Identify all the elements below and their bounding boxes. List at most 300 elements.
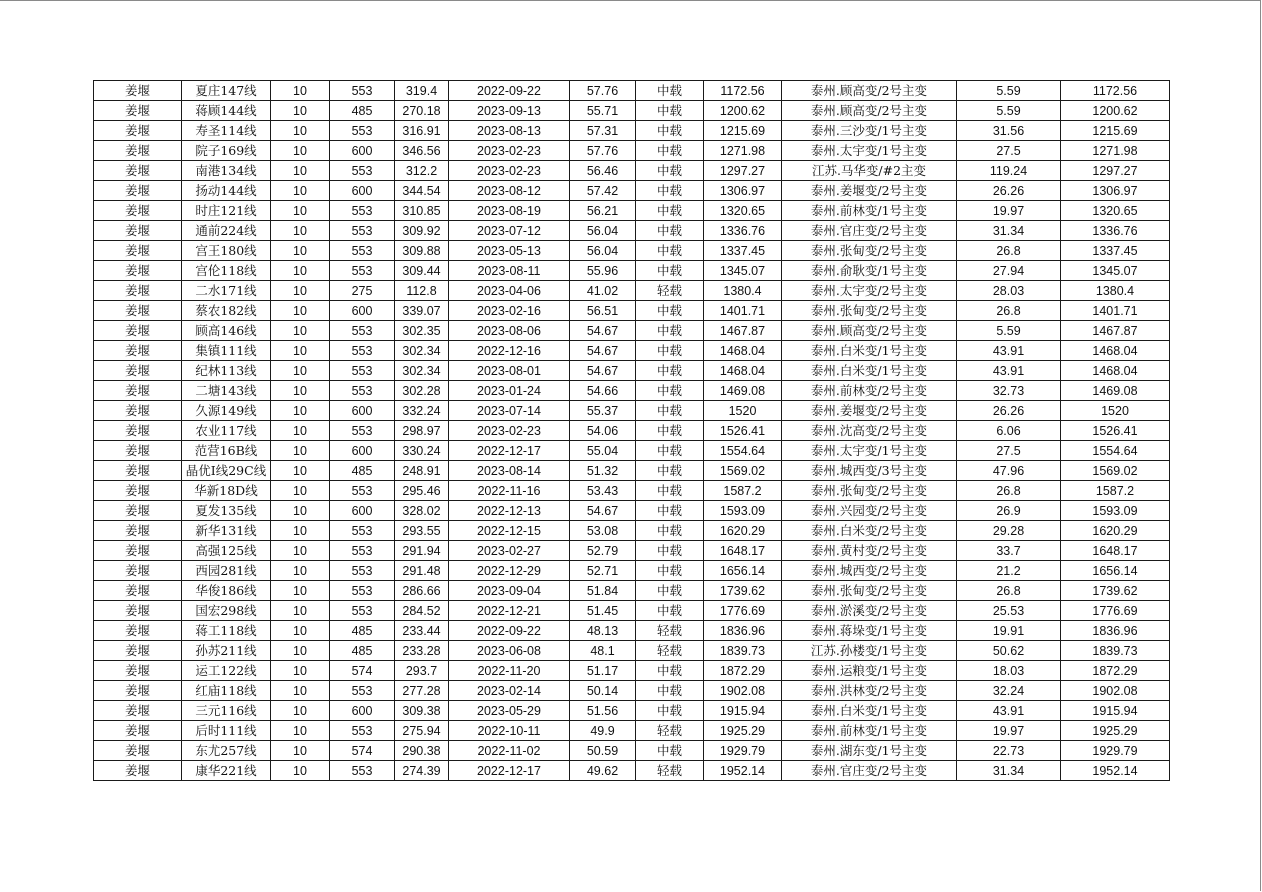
table-row — [94, 501, 1170, 521]
load-rate-cell: 54.06 — [570, 421, 636, 441]
distance-cell: 1656.14 — [704, 561, 782, 581]
capacity-cell: 485 — [330, 621, 395, 641]
load-status-cell: 中载 — [636, 461, 704, 481]
table-row — [94, 581, 1170, 601]
distance-cell: 1215.69 — [704, 121, 782, 141]
line-name-cell: 西园281线 — [182, 561, 271, 581]
county-cell: 姜堰 — [94, 621, 182, 641]
table-row — [94, 341, 1170, 361]
load-status-cell: 中载 — [636, 261, 704, 281]
date-cell: 2022-12-17 — [449, 441, 570, 461]
voltage-cell: 10 — [271, 641, 330, 661]
voltage-cell: 10 — [271, 701, 330, 721]
capacity-cell: 600 — [330, 301, 395, 321]
load-cell: 298.97 — [395, 421, 449, 441]
load-status-cell: 中载 — [636, 521, 704, 541]
substation-cell: 泰州.三沙变/1号主变 — [782, 121, 957, 141]
line-name-cell: 夏庄147线 — [182, 81, 271, 101]
distance-cell: 1929.79 — [704, 741, 782, 761]
substation-cell: 泰州.太宇变/1号主变 — [782, 141, 957, 161]
load-cell: 302.34 — [395, 341, 449, 361]
line-name-cell: 南港134线 — [182, 161, 271, 181]
total-cell: 1468.04 — [1061, 361, 1170, 381]
table-row — [94, 661, 1170, 681]
load-cell: 330.24 — [395, 441, 449, 461]
distance-cell: 1468.04 — [704, 361, 782, 381]
voltage-cell: 10 — [271, 281, 330, 301]
distance-cell: 1952.14 — [704, 761, 782, 781]
substation-cell: 泰州.兴园变/2号主变 — [782, 501, 957, 521]
capacity-cell: 553 — [330, 681, 395, 701]
voltage-cell: 10 — [271, 681, 330, 701]
total-cell: 1306.97 — [1061, 181, 1170, 201]
load-cell: 328.02 — [395, 501, 449, 521]
load-status-cell: 中载 — [636, 181, 704, 201]
date-cell: 2023-08-01 — [449, 361, 570, 381]
capacity-cell: 600 — [330, 401, 395, 421]
capacity-cell: 275 — [330, 281, 395, 301]
substation-load-cell: 27.94 — [957, 261, 1061, 281]
substation-cell: 江苏.马华变/#2主变 — [782, 161, 957, 181]
load-rate-cell: 52.71 — [570, 561, 636, 581]
distance-cell: 1902.08 — [704, 681, 782, 701]
substation-load-cell: 26.8 — [957, 301, 1061, 321]
voltage-cell: 10 — [271, 201, 330, 221]
substation-load-cell: 18.03 — [957, 661, 1061, 681]
substation-load-cell: 26.26 — [957, 401, 1061, 421]
date-cell: 2022-09-22 — [449, 621, 570, 641]
date-cell: 2023-08-11 — [449, 261, 570, 281]
line-name-cell: 蔡农182线 — [182, 301, 271, 321]
substation-load-cell: 31.34 — [957, 761, 1061, 781]
table-row — [94, 361, 1170, 381]
distance-cell: 1915.94 — [704, 701, 782, 721]
substation-cell: 泰州.湖东变/1号主变 — [782, 741, 957, 761]
line-name-cell: 扬动144线 — [182, 181, 271, 201]
county-cell: 姜堰 — [94, 681, 182, 701]
total-cell: 1172.56 — [1061, 81, 1170, 101]
substation-load-cell: 32.24 — [957, 681, 1061, 701]
load-cell: 309.44 — [395, 261, 449, 281]
distance-cell: 1345.07 — [704, 261, 782, 281]
load-cell: 248.91 — [395, 461, 449, 481]
load-cell: 286.66 — [395, 581, 449, 601]
load-cell: 319.4 — [395, 81, 449, 101]
table-body — [94, 81, 1170, 781]
line-name-cell: 华新18D线 — [182, 481, 271, 501]
date-cell: 2023-08-12 — [449, 181, 570, 201]
line-name-cell: 农业117线 — [182, 421, 271, 441]
voltage-cell: 10 — [271, 441, 330, 461]
county-cell: 姜堰 — [94, 101, 182, 121]
county-cell: 姜堰 — [94, 461, 182, 481]
load-rate-cell: 56.51 — [570, 301, 636, 321]
load-cell: 302.35 — [395, 321, 449, 341]
date-cell: 2022-11-16 — [449, 481, 570, 501]
load-cell: 332.24 — [395, 401, 449, 421]
line-name-cell: 寿圣114线 — [182, 121, 271, 141]
load-status-cell: 中载 — [636, 241, 704, 261]
substation-load-cell: 26.8 — [957, 581, 1061, 601]
distance-cell: 1320.65 — [704, 201, 782, 221]
table-row — [94, 761, 1170, 781]
load-rate-cell: 54.67 — [570, 361, 636, 381]
distance-cell: 1620.29 — [704, 521, 782, 541]
substation-load-cell: 27.5 — [957, 441, 1061, 461]
load-rate-cell: 51.56 — [570, 701, 636, 721]
load-cell: 295.46 — [395, 481, 449, 501]
load-cell: 233.44 — [395, 621, 449, 641]
load-cell: 291.48 — [395, 561, 449, 581]
date-cell: 2022-10-11 — [449, 721, 570, 741]
date-cell: 2023-09-13 — [449, 101, 570, 121]
capacity-cell: 574 — [330, 741, 395, 761]
line-name-cell: 夏发135线 — [182, 501, 271, 521]
substation-cell: 泰州.张甸变/2号主变 — [782, 301, 957, 321]
date-cell: 2023-02-16 — [449, 301, 570, 321]
table-row — [94, 101, 1170, 121]
voltage-cell: 10 — [271, 381, 330, 401]
table-row — [94, 481, 1170, 501]
capacity-cell: 553 — [330, 121, 395, 141]
substation-load-cell: 27.5 — [957, 141, 1061, 161]
line-name-cell: 新华131线 — [182, 521, 271, 541]
substation-load-cell: 119.24 — [957, 161, 1061, 181]
date-cell: 2022-12-21 — [449, 601, 570, 621]
total-cell: 1468.04 — [1061, 341, 1170, 361]
substation-load-cell: 50.62 — [957, 641, 1061, 661]
county-cell: 姜堰 — [94, 601, 182, 621]
voltage-cell: 10 — [271, 461, 330, 481]
capacity-cell: 553 — [330, 601, 395, 621]
substation-load-cell: 19.91 — [957, 621, 1061, 641]
capacity-cell: 600 — [330, 441, 395, 461]
distance-cell: 1401.71 — [704, 301, 782, 321]
capacity-cell: 600 — [330, 181, 395, 201]
distance-cell: 1593.09 — [704, 501, 782, 521]
substation-cell: 泰州.白米变/1号主变 — [782, 341, 957, 361]
table-row — [94, 441, 1170, 461]
line-name-cell: 国宏298线 — [182, 601, 271, 621]
county-cell: 姜堰 — [94, 761, 182, 781]
date-cell: 2023-01-24 — [449, 381, 570, 401]
county-cell: 姜堰 — [94, 501, 182, 521]
table-row — [94, 261, 1170, 281]
load-rate-cell: 48.1 — [570, 641, 636, 661]
table-row — [94, 141, 1170, 161]
county-cell: 姜堰 — [94, 341, 182, 361]
load-rate-cell: 56.04 — [570, 241, 636, 261]
total-cell: 1520 — [1061, 401, 1170, 421]
date-cell: 2023-04-06 — [449, 281, 570, 301]
load-cell: 346.56 — [395, 141, 449, 161]
table-row — [94, 521, 1170, 541]
substation-cell: 泰州.前林变/1号主变 — [782, 201, 957, 221]
county-cell: 姜堰 — [94, 481, 182, 501]
load-status-cell: 中载 — [636, 221, 704, 241]
voltage-cell: 10 — [271, 521, 330, 541]
load-cell: 290.38 — [395, 741, 449, 761]
load-rate-cell: 49.9 — [570, 721, 636, 741]
date-cell: 2023-08-14 — [449, 461, 570, 481]
substation-load-cell: 28.03 — [957, 281, 1061, 301]
substation-cell: 泰州.顾高变/2号主变 — [782, 101, 957, 121]
voltage-cell: 10 — [271, 221, 330, 241]
table-row — [94, 161, 1170, 181]
load-rate-cell: 55.96 — [570, 261, 636, 281]
county-cell: 姜堰 — [94, 361, 182, 381]
distance-cell: 1468.04 — [704, 341, 782, 361]
date-cell: 2023-05-13 — [449, 241, 570, 261]
capacity-cell: 600 — [330, 701, 395, 721]
total-cell: 1925.29 — [1061, 721, 1170, 741]
line-name-cell: 久源149线 — [182, 401, 271, 421]
line-name-cell: 宫王180线 — [182, 241, 271, 261]
substation-cell: 泰州.沈高变/2号主变 — [782, 421, 957, 441]
substation-load-cell: 26.9 — [957, 501, 1061, 521]
substation-load-cell: 6.06 — [957, 421, 1061, 441]
load-cell: 339.07 — [395, 301, 449, 321]
table-row — [94, 701, 1170, 721]
voltage-cell: 10 — [271, 101, 330, 121]
total-cell: 1952.14 — [1061, 761, 1170, 781]
distance-cell: 1776.69 — [704, 601, 782, 621]
total-cell: 1554.64 — [1061, 441, 1170, 461]
capacity-cell: 553 — [330, 161, 395, 181]
date-cell: 2022-12-15 — [449, 521, 570, 541]
load-status-cell: 中载 — [636, 101, 704, 121]
capacity-cell: 553 — [330, 81, 395, 101]
table-row — [94, 741, 1170, 761]
total-cell: 1320.65 — [1061, 201, 1170, 221]
total-cell: 1656.14 — [1061, 561, 1170, 581]
substation-cell: 泰州.太宇变/1号主变 — [782, 441, 957, 461]
capacity-cell: 553 — [330, 421, 395, 441]
voltage-cell: 10 — [271, 581, 330, 601]
date-cell: 2023-07-12 — [449, 221, 570, 241]
date-cell: 2022-12-13 — [449, 501, 570, 521]
date-cell: 2022-12-17 — [449, 761, 570, 781]
load-rate-cell: 56.21 — [570, 201, 636, 221]
substation-load-cell: 43.91 — [957, 701, 1061, 721]
substation-cell: 江苏.孙楼变/1号主变 — [782, 641, 957, 661]
line-name-cell: 顾高146线 — [182, 321, 271, 341]
distance-cell: 1172.56 — [704, 81, 782, 101]
load-status-cell: 中载 — [636, 381, 704, 401]
table-row — [94, 401, 1170, 421]
substation-cell: 泰州.城西变/3号主变 — [782, 461, 957, 481]
substation-load-cell: 43.91 — [957, 361, 1061, 381]
line-name-cell: 孙苏211线 — [182, 641, 271, 661]
voltage-cell: 10 — [271, 561, 330, 581]
capacity-cell: 553 — [330, 481, 395, 501]
county-cell: 姜堰 — [94, 201, 182, 221]
total-cell: 1467.87 — [1061, 321, 1170, 341]
substation-cell: 泰州.蒋垛变/1号主变 — [782, 621, 957, 641]
table-row — [94, 81, 1170, 101]
total-cell: 1569.02 — [1061, 461, 1170, 481]
line-name-cell: 红庙118线 — [182, 681, 271, 701]
substation-cell: 泰州.张甸变/2号主变 — [782, 241, 957, 261]
capacity-cell: 553 — [330, 201, 395, 221]
line-name-cell: 时庄121线 — [182, 201, 271, 221]
substation-load-cell: 26.26 — [957, 181, 1061, 201]
county-cell: 姜堰 — [94, 581, 182, 601]
substation-load-cell: 21.2 — [957, 561, 1061, 581]
voltage-cell: 10 — [271, 481, 330, 501]
load-status-cell: 中载 — [636, 701, 704, 721]
date-cell: 2023-07-14 — [449, 401, 570, 421]
capacity-cell: 485 — [330, 101, 395, 121]
date-cell: 2023-08-13 — [449, 121, 570, 141]
substation-cell: 泰州.前林变/2号主变 — [782, 381, 957, 401]
voltage-cell: 10 — [271, 321, 330, 341]
load-status-cell: 中载 — [636, 81, 704, 101]
load-status-cell: 中载 — [636, 541, 704, 561]
total-cell: 1836.96 — [1061, 621, 1170, 641]
date-cell: 2022-11-02 — [449, 741, 570, 761]
county-cell: 姜堰 — [94, 561, 182, 581]
line-name-cell: 东尤257线 — [182, 741, 271, 761]
voltage-cell: 10 — [271, 721, 330, 741]
total-cell: 1215.69 — [1061, 121, 1170, 141]
substation-load-cell: 5.59 — [957, 81, 1061, 101]
voltage-cell: 10 — [271, 141, 330, 161]
load-rate-cell: 53.43 — [570, 481, 636, 501]
substation-cell: 泰州.太宇变/2号主变 — [782, 281, 957, 301]
substation-cell: 泰州.张甸变/2号主变 — [782, 481, 957, 501]
table-row — [94, 601, 1170, 621]
voltage-cell: 10 — [271, 541, 330, 561]
total-cell: 1620.29 — [1061, 521, 1170, 541]
line-name-cell: 晶优Ⅰ线29C线 — [182, 461, 271, 481]
capacity-cell: 553 — [330, 381, 395, 401]
line-name-cell: 宫伦118线 — [182, 261, 271, 281]
load-status-cell: 轻载 — [636, 281, 704, 301]
table-row — [94, 641, 1170, 661]
load-rate-cell: 41.02 — [570, 281, 636, 301]
load-status-cell: 中载 — [636, 301, 704, 321]
table-row — [94, 461, 1170, 481]
load-status-cell: 轻载 — [636, 721, 704, 741]
load-rate-cell: 55.37 — [570, 401, 636, 421]
substation-load-cell: 43.91 — [957, 341, 1061, 361]
total-cell: 1915.94 — [1061, 701, 1170, 721]
capacity-cell: 485 — [330, 641, 395, 661]
table-row — [94, 121, 1170, 141]
total-cell: 1902.08 — [1061, 681, 1170, 701]
load-cell: 274.39 — [395, 761, 449, 781]
distance-cell: 1554.64 — [704, 441, 782, 461]
load-status-cell: 中载 — [636, 421, 704, 441]
distance-cell: 1469.08 — [704, 381, 782, 401]
substation-cell: 泰州.官庄变/2号主变 — [782, 221, 957, 241]
substation-load-cell: 29.28 — [957, 521, 1061, 541]
county-cell: 姜堰 — [94, 741, 182, 761]
substation-cell: 泰州.白米变/1号主变 — [782, 701, 957, 721]
voltage-cell: 10 — [271, 161, 330, 181]
capacity-cell: 553 — [330, 721, 395, 741]
load-rate-cell: 51.32 — [570, 461, 636, 481]
load-status-cell: 轻载 — [636, 641, 704, 661]
voltage-cell: 10 — [271, 261, 330, 281]
load-cell: 316.91 — [395, 121, 449, 141]
substation-load-cell: 19.97 — [957, 721, 1061, 741]
load-rate-cell: 50.14 — [570, 681, 636, 701]
line-name-cell: 蒋顾144线 — [182, 101, 271, 121]
voltage-cell: 10 — [271, 121, 330, 141]
table-row — [94, 621, 1170, 641]
date-cell: 2023-02-14 — [449, 681, 570, 701]
substation-load-cell: 22.73 — [957, 741, 1061, 761]
line-name-cell: 二塘143线 — [182, 381, 271, 401]
load-status-cell: 中载 — [636, 201, 704, 221]
capacity-cell: 553 — [330, 221, 395, 241]
distance-cell: 1839.73 — [704, 641, 782, 661]
table-row — [94, 281, 1170, 301]
load-rate-cell: 57.42 — [570, 181, 636, 201]
substation-cell: 泰州.淤溪变/2号主变 — [782, 601, 957, 621]
county-cell: 姜堰 — [94, 541, 182, 561]
county-cell: 姜堰 — [94, 641, 182, 661]
date-cell: 2022-09-22 — [449, 81, 570, 101]
substation-load-cell: 25.53 — [957, 601, 1061, 621]
line-name-cell: 蒋工118线 — [182, 621, 271, 641]
substation-load-cell: 47.96 — [957, 461, 1061, 481]
substation-cell: 泰州.姜堰变/2号主变 — [782, 401, 957, 421]
capacity-cell: 600 — [330, 501, 395, 521]
capacity-cell: 553 — [330, 581, 395, 601]
line-name-cell: 范营16B线 — [182, 441, 271, 461]
substation-load-cell: 5.59 — [957, 101, 1061, 121]
county-cell: 姜堰 — [94, 81, 182, 101]
distance-cell: 1271.98 — [704, 141, 782, 161]
voltage-cell: 10 — [271, 601, 330, 621]
substation-load-cell: 33.7 — [957, 541, 1061, 561]
county-cell: 姜堰 — [94, 421, 182, 441]
load-status-cell: 中载 — [636, 681, 704, 701]
date-cell: 2023-09-04 — [449, 581, 570, 601]
county-cell: 姜堰 — [94, 321, 182, 341]
load-status-cell: 中载 — [636, 161, 704, 181]
table-row — [94, 181, 1170, 201]
load-cell: 309.92 — [395, 221, 449, 241]
table-row — [94, 241, 1170, 261]
county-cell: 姜堰 — [94, 381, 182, 401]
county-cell: 姜堰 — [94, 181, 182, 201]
date-cell: 2023-02-23 — [449, 141, 570, 161]
load-status-cell: 中载 — [636, 501, 704, 521]
load-cell: 310.85 — [395, 201, 449, 221]
voltage-cell: 10 — [271, 421, 330, 441]
date-cell: 2023-08-06 — [449, 321, 570, 341]
load-status-cell: 轻载 — [636, 761, 704, 781]
load-cell: 344.54 — [395, 181, 449, 201]
table-row — [94, 301, 1170, 321]
load-status-cell: 中载 — [636, 481, 704, 501]
distance-cell: 1467.87 — [704, 321, 782, 341]
distance-cell: 1337.45 — [704, 241, 782, 261]
county-cell: 姜堰 — [94, 261, 182, 281]
voltage-cell: 10 — [271, 301, 330, 321]
load-rate-cell: 51.45 — [570, 601, 636, 621]
load-status-cell: 中载 — [636, 601, 704, 621]
substation-cell: 泰州.前林变/1号主变 — [782, 721, 957, 741]
distance-cell: 1336.76 — [704, 221, 782, 241]
table-row — [94, 381, 1170, 401]
substation-load-cell: 32.73 — [957, 381, 1061, 401]
county-cell: 姜堰 — [94, 721, 182, 741]
